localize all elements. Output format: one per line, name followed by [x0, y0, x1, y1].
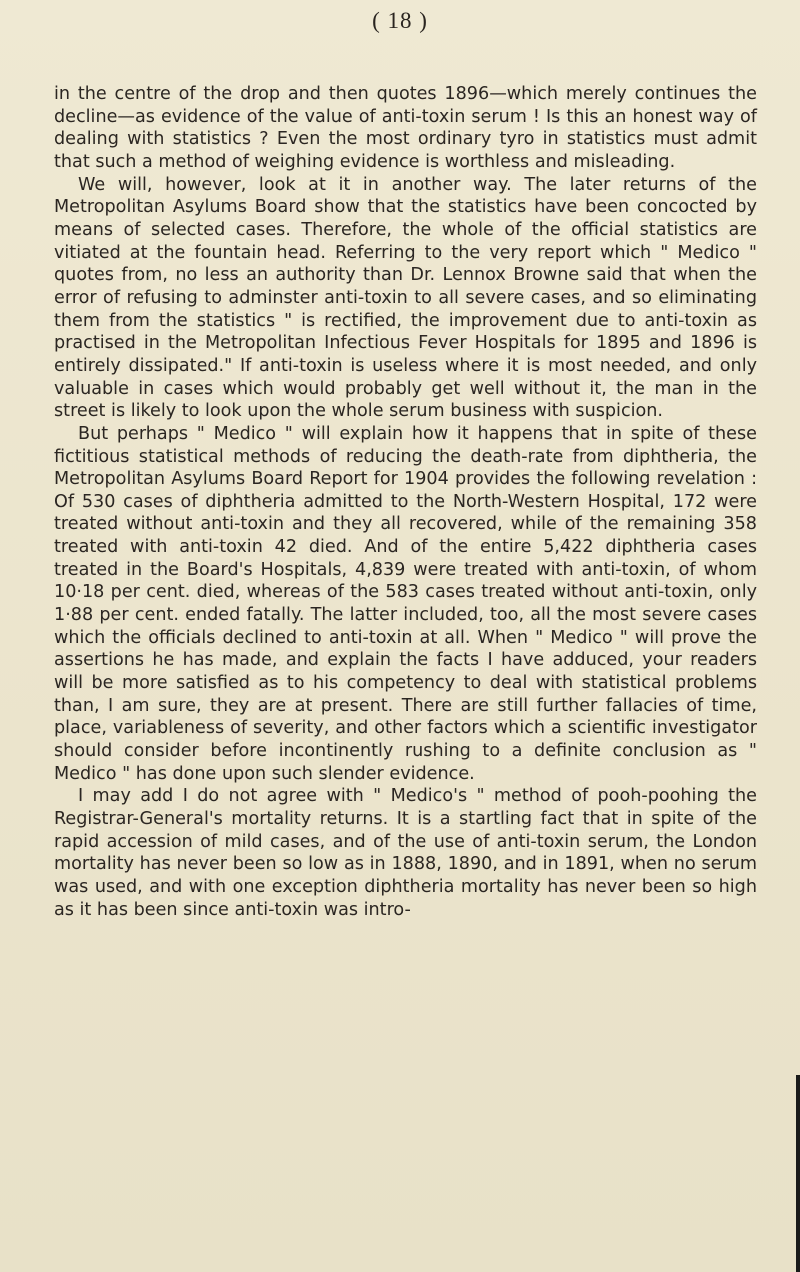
page-number: ( 18 )	[372, 8, 428, 33]
paragraph-3: But perhaps " Medico " will explain how it happens that in spite of these fictitious statistical methods of reducing the death-rate from diphtheria, the Metropolitan Asylums Board Report for 1904 provides the following revelation : Of 530 cases of diphtheria admitted to the North-Western Hospital, 172 were treated without anti-toxin and they all recovered, while of the remaining 358 treated with anti-toxin 42 died. And of the entire 5,422 diphtheria cases treated in the Board's Hospitals, 4,839 were treated with anti-toxin, of whom 10·18 per cent. died, whereas of the 583 cases treated without anti-toxin, only 1·88 per cent. ended fatally. The latter included, too, all the most severe cases which the officials declined to anti-toxin at all. When " Medico " will prove the assertions he has made, and explain the facts I have adduced, your readers will be more satisfied as to his competency to deal with statistical problems than, I am sure, they are at present. There are still further fallacies of time, place, variableness of severity, and other factors which a scientific investigator should consider before incontinently rushing to a definite conclusion as " Medico " has done upon such slender evidence.	[54, 423, 757, 784]
scan-edge-shadow	[796, 1075, 800, 1272]
body-text	[54, 83, 757, 921]
paragraph-1: in the centre of the drop and then quotes 1896—which merely continues the decline—as evidence of the value of anti-toxin serum ! Is this an honest way of dealing with statistics ? Even the most ordinary tyro in statistics must admit that such a method of weighing evidence is worthless and misleading.	[54, 84, 757, 172]
paragraph-4: I may add I do not agree with " Medico's " method of pooh-poohing the Registrar-General's mortality returns. It is a startling fact that in spite of the rapid accession of mild cases, and of the use of anti-toxin serum, the London mortality has never been so low as in 1888, 1890, and in 1891, when no serum was used, and with one exception diphtheria mortality has never been so high as it has been since anti-toxin was intro-	[54, 786, 757, 920]
paragraph-2: We will, however, look at it in another way. The later returns of the Metropolitan Asylums Board show that the statistics have been concocted by means of selected cases. Therefore, the whole of the official statistics are vitiated at the fountain head. Referring to the very report which " Medico " quotes from, no less an authority than Dr. Lennox Browne said that when the error of refusing to adminster anti-toxin to all severe cases, and so eliminating them from the statistics " is rectified, the improvement due to anti-toxin as practised in the Metropolitan Infectious Fever Hospitals for 1895 and 1896 is entirely dissipated." If anti-toxin is useless where it is most needed, and only valuable in cases which would probably get well without it, the man in the street is likely to look upon the whole serum business with suspicion.	[54, 174, 757, 422]
